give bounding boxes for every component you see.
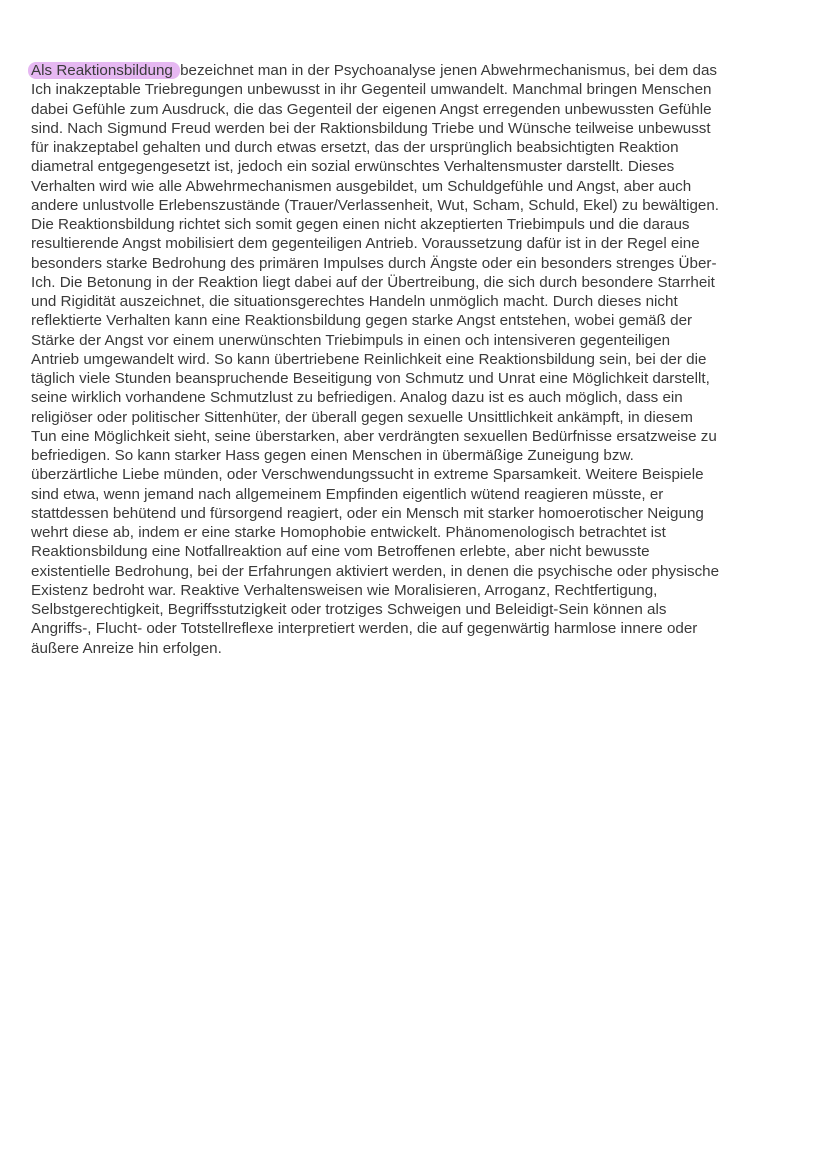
text-line: Die Reaktionsbildung richtet sich somit gegen einen nicht akzeptierten Triebimpuls und die daraus	[31, 216, 690, 233]
text-line: dabei Gefühle zum Ausdruck, die das Gegenteil der eigenen Angst erregenden unbewussten Gefühle	[31, 100, 712, 118]
text-line: existentielle Bedrohung, bei der Erfahrungen aktiviert werden, in denen die psychische oder physische	[31, 562, 720, 580]
text-line: Reaktionsbildung eine Notfallreaktion auf eine vom Betroffenen erlebte, aber nicht bewusste	[31, 543, 650, 561]
text-line: reflektierte Verhalten kann eine Reaktionsbildung gegen starke Angst entstehen, wobei gemäß der	[31, 312, 693, 330]
text-line: Verhalten wird wie alle Abwehrmechanismen ausgebildet, um Schuldgefühle und Angst, aber auch	[31, 177, 692, 195]
text-line: wehrt diese ab, indem er eine starke Homophobie entwickelt. Phänomenologisch betrachtet ist	[31, 524, 666, 541]
text-line: resultierende Angst mobilisiert dem gegenteiligen Antrieb. Voraussetzung dafür ist in der Regel eine	[31, 235, 700, 253]
text-line: für inakzeptabel gehalten und durch etwas ersetzt, das der ursprünglich beabsichtigten Reaktion	[31, 139, 679, 156]
text-line: Selbstgerechtigkeit, Begriffsstutzigkeit oder trotziges Schweigen und Beleidigt-Sein können als	[31, 601, 667, 618]
text-line: äußere Anreize hin erfolgen.	[31, 639, 222, 657]
text-line: sind etwa, wenn jemand nach allgemeinem Empfinden eigentlich wütend reagieren müsste, er	[31, 485, 664, 503]
text-line: stattdessen behütend und fürsorgend reagiert, oder ein Mensch mit starker homoerotischer Neigung	[31, 504, 704, 522]
text-line: sind. Nach Sigmund Freud werden bei der Raktionsbildung Triebe und Wünsche teilweise unbewusst	[31, 119, 711, 137]
text-line: religiöser oder politischer Sittenhüter, der überall gegen sexuelle Unsittlichkeit ankämpft, in diesem	[31, 408, 693, 426]
text-line: besonders starke Bedrohung des primären Impulses durch Ängste oder ein besonders strenges Über-	[31, 254, 717, 272]
text-line: Tun eine Möglichkeit sieht, seine überstarken, aber verdrängten sexuellen Bedürfnisse ersatzweise zu	[31, 427, 717, 445]
highlighted-term: Als Reaktionsbildung	[28, 62, 180, 79]
text-line: befriedigen. So kann starker Hass gegen einen Menschen in übermäßige Zuneigung bzw.	[31, 447, 634, 464]
line-text: bezeichnet man in der Psychoanalyse jenen Abwehrmechanismus, bei dem das	[180, 62, 717, 79]
text-line: andere unlustvolle Erlebenszustände (Trauer/Verlassenheit, Wut, Scham, Schuld, Ekel) zu bewältigen.	[31, 196, 720, 214]
text-line: überzärtliche Liebe münden, oder Verschwendungssucht in extreme Sparsamkeit. Weitere Beispiele	[31, 466, 704, 484]
text-line	[31, 61, 801, 80]
text-line: und Rigidität auszeichnet, die situationsgerechtes Handeln unmöglich macht. Durch dieses nicht	[31, 293, 678, 310]
text-line: Stärke der Angst vor einem unerwünschten Triebimpuls in einen och intensiveren gegenteiligen	[31, 331, 671, 349]
text-line: seine wirklich vorhandene Schmutzlust zu befriedigen. Analog dazu ist es auch möglich, dass ein	[31, 389, 683, 407]
text-line: Ich inakzeptable Triebregungen unbewusst in ihr Gegenteil umwandelt. Manchmal bringen Menschen	[31, 81, 712, 99]
text-line: diametral entgegengesetzt ist, jedoch ein sozial erwünschtes Verhaltensmuster darstellt. Dieses	[31, 158, 675, 176]
text-line: Antrieb umgewandelt wird. So kann übertriebene Reinlichkeit eine Reaktionsbildung sein, bei der die	[31, 350, 707, 368]
text-line: täglich viele Stunden beanspruchende Beseitigung von Schmutz und Unrat eine Möglichkeit darstellt,	[31, 370, 710, 387]
text-line: Existenz bedroht war. Reaktive Verhaltensweisen wie Moralisieren, Arroganz, Rechtfertigung,	[31, 581, 658, 599]
text-line: Ich. Die Betonung in der Reaktion liegt dabei auf der Übertreibung, die sich durch besondere Starrheit	[31, 273, 715, 291]
text-line: Angriffs-, Flucht- oder Totstellreflexe interpretiert werden, die auf gegenwärtig harmlose innere oder	[31, 620, 698, 638]
body-paragraph	[31, 61, 801, 658]
